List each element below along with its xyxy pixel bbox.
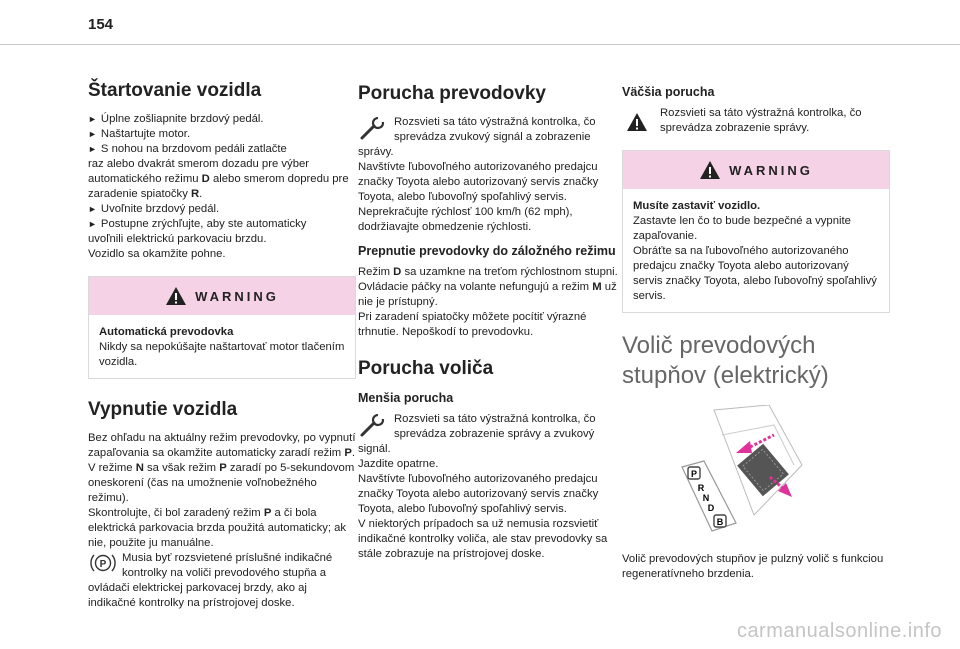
minor-text-4: V niektorých prípadoch sa už nemusia rozsvietiť indikačné kontrolky voliča, ale stav prevodovky sa stále zobrazuje na prístrojovej doske. bbox=[358, 518, 608, 560]
fault-text: Rozsvieti sa táto výstražná kontrolka, čo sprevádza zvukový signál a zobrazenie správy. bbox=[358, 116, 596, 158]
fault-text-2: Navštívte ľubovoľného autorizovaného predajcu značky Toyota alebo autorizovaný servis značky Toyota, alebo ľubovoľný spoľahlivý servis. bbox=[358, 161, 599, 203]
warning-text-2: Obráťte sa na ľubovoľného autorizovaného predajcu značky Toyota alebo autorizovaný servis značky Toyota, alebo ľubovoľný spoľahlivý servis. bbox=[633, 245, 877, 302]
warning-title: WARNING bbox=[729, 162, 813, 178]
start-step-3: ► S nohou na brzdovom pedáli zatlačte bbox=[88, 142, 356, 157]
backup-text-3: Pri zaradení spiatočky môžete pocítiť výrazné trhnutie. Nepoškodí to prevodovku. bbox=[358, 311, 587, 338]
wrench-icon bbox=[358, 117, 388, 141]
start-step-4: ► Uvoľnite brzdový pedál. bbox=[88, 202, 356, 217]
stop-paragraph-1: Bez ohľadu na aktuálny režim prevodovky, po vypnutí zapaľovania sa okamžite automaticky zaradí režim P. bbox=[88, 432, 356, 459]
gear-letter-r: R bbox=[697, 483, 705, 493]
column-left bbox=[88, 80, 356, 611]
gear-selector-caption: Volič prevodových stupňov je pulzný volič s funkciou regeneratívneho brzdenia. bbox=[622, 553, 884, 580]
gear-selector-illustration bbox=[674, 405, 804, 535]
warning-subtitle: Musíte zastaviť vozidlo. bbox=[633, 200, 761, 212]
selector-fault-heading: Porucha voliča bbox=[358, 358, 494, 379]
start-step-2: ► Naštartujte motor. bbox=[88, 127, 356, 142]
warning-triangle-icon bbox=[699, 160, 721, 180]
start-step-5: ► Postupne zrýchľujte, aby ste automaticky bbox=[88, 217, 356, 232]
major-text: Rozsvieti sa táto výstražná kontrolka, čo sprevádza zobrazenie správy. bbox=[660, 107, 862, 134]
page-number: 154 bbox=[88, 16, 114, 33]
minor-text: Rozsvieti sa táto výstražná kontrolka, čo sprevádza zobrazenie správy a zvukový signál. bbox=[358, 413, 596, 455]
park-brake-indicator-icon bbox=[88, 551, 118, 575]
start-step-1: ► Úplne zošliapnite brzdový pedál. bbox=[88, 112, 356, 127]
major-note bbox=[622, 106, 890, 136]
backup-text-1: Režim D sa uzamkne na treťom rýchlostnom stupni. bbox=[358, 266, 618, 278]
stop-paragraph-2: V režime N sa však režim P zaradí po 5-sekundovom oneskorení (čas na umožnenie voľnobežného režimu). bbox=[88, 462, 355, 504]
warning-text: Nikdy sa nepokúšajte naštartovať motor tlačením vozidla. bbox=[99, 341, 345, 368]
warning-subtitle: Automatická prevodovka bbox=[99, 326, 234, 338]
minor-heading: Menšia porucha bbox=[358, 391, 454, 405]
fault-heading: Porucha prevodovky bbox=[358, 83, 546, 104]
start-heading: Štartovanie vozidla bbox=[88, 80, 262, 101]
backup-heading: Prepnutie prevodovky do záložného režimu bbox=[358, 244, 616, 258]
start-step-result: Vozidlo sa okamžite pohne. bbox=[88, 248, 226, 260]
warning-text-1: Zastavte len čo to bude bezpečné a vypnite zapaľovanie. bbox=[633, 215, 851, 242]
minor-text-3: Navštívte ľubovoľného autorizovaného predajcu značky Toyota alebo autorizovaný servis značky Toyota, alebo ľubovoľný spoľahlivý servis. bbox=[358, 473, 599, 515]
gear-letter-d: D bbox=[707, 503, 715, 513]
column-right bbox=[622, 80, 890, 582]
minor-note bbox=[358, 412, 626, 457]
warning-box-major bbox=[622, 150, 890, 313]
minor-text-2: Jazdite opatrne. bbox=[358, 458, 439, 470]
stop-indicator-note bbox=[88, 551, 356, 611]
warning-box-start bbox=[88, 276, 356, 379]
top-divider bbox=[0, 44, 960, 45]
start-step-3-detail: raz alebo dvakrát smerom dozadu pre výber automatického režimu D alebo smerom dopredu pre zaradenie spiatočky R. bbox=[88, 158, 349, 200]
gear-letter-b: B bbox=[716, 517, 724, 527]
fault-text-3: Neprekračujte rýchlosť 100 km/h (62 mph), dodržiavajte obmedzenie rýchlosti. bbox=[358, 206, 573, 233]
warning-triangle-icon bbox=[165, 286, 187, 306]
major-heading: Väčšia porucha bbox=[622, 85, 715, 99]
wrench-icon bbox=[358, 414, 388, 438]
stop-paragraph-3: Skontrolujte, či bol zaradený režim P a či bola elektrická parkovacia brzda použitá automaticky; ak nie, použite ju manuálne. bbox=[88, 507, 347, 549]
warning-title: WARNING bbox=[195, 288, 279, 304]
backup-text-2: Ovládacie páčky na volante nefungujú a režim M už nie je prístupný. bbox=[358, 281, 617, 308]
fault-note bbox=[358, 115, 626, 160]
gear-letter-n: N bbox=[702, 493, 710, 503]
start-step-5-detail: uvoľnili elektrickú parkovaciu brzdu. bbox=[88, 233, 267, 245]
svg-text:P: P bbox=[99, 559, 107, 570]
gear-letter-p: P bbox=[690, 469, 698, 479]
warning-triangle-icon bbox=[626, 112, 648, 132]
column-middle bbox=[358, 80, 626, 562]
stop-heading: Vypnutie vozidla bbox=[88, 399, 238, 420]
warning-header bbox=[89, 277, 355, 315]
stop-indicator-text: Musia byť rozsvietené príslušné indikačné kontrolky na voliči prevodového stupňa a ovládači elektrickej parkovacej brzdy, ako aj indikačné kontrolky na prístrojovej doske. bbox=[88, 552, 333, 609]
warning-header bbox=[623, 151, 889, 189]
gear-selector-heading: Volič prevodových stupňov (elektrický) bbox=[622, 332, 829, 389]
watermark: carmanualsonline.info bbox=[736, 620, 942, 642]
